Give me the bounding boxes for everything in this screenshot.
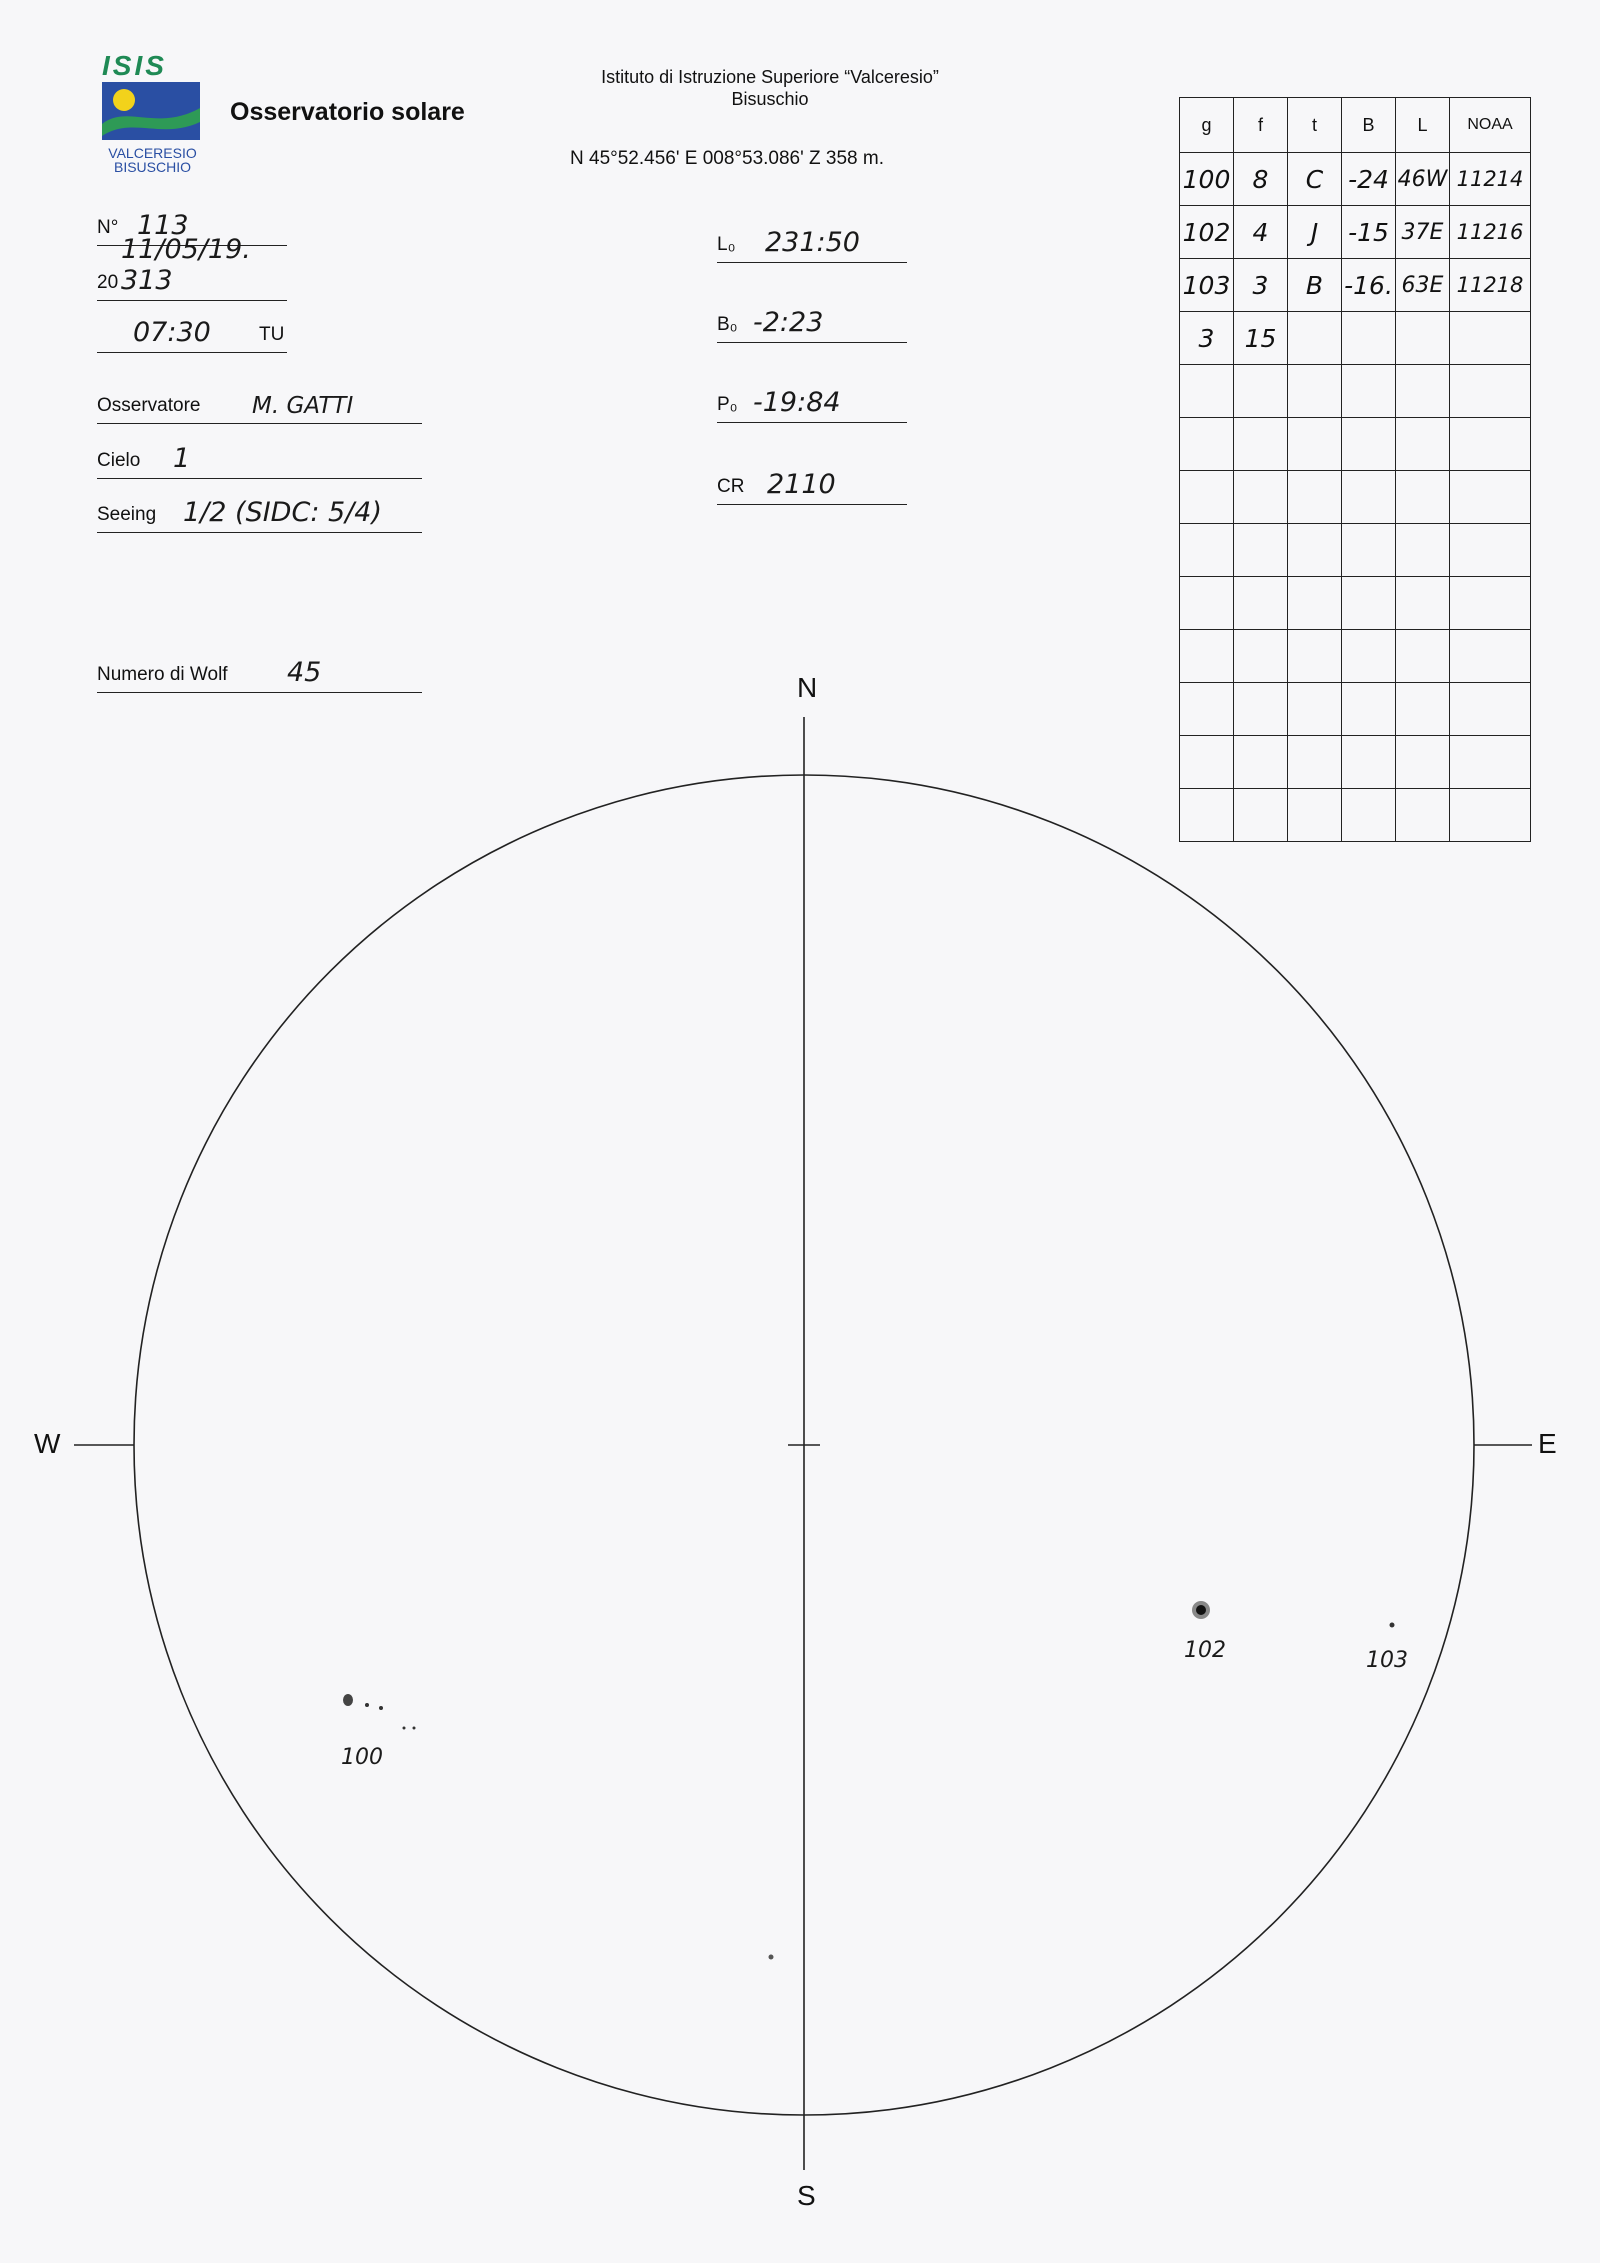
sunspot-dot — [379, 1706, 383, 1710]
l0-value: 231:50 — [765, 227, 860, 258]
table-cell: C — [1288, 153, 1342, 206]
b0-value: -2:23 — [753, 307, 824, 338]
institute-line-2: Bisuschio — [731, 89, 809, 109]
logo-mark: ISIS — [102, 50, 167, 81]
table-cell: 11216 — [1450, 206, 1531, 259]
cr-label: CR — [717, 476, 745, 497]
sky-value: 1 — [173, 443, 191, 474]
table-cell: 15 — [1234, 312, 1288, 365]
table-cell: 3 — [1234, 259, 1288, 312]
logo-caption-line-2: BISUSCHIO — [113, 159, 191, 175]
observatory-title: Osservatorio solare — [230, 98, 465, 126]
p0-value: -19:84 — [753, 387, 841, 418]
record-number-value: 113 — [137, 210, 189, 241]
group-label-102: 102 — [1184, 1638, 1226, 1663]
table-cell: -16. — [1342, 259, 1396, 312]
logo-caption-line-1: VALCERESIO — [108, 145, 197, 161]
column-header: NOAA — [1450, 98, 1531, 153]
sunspot-group-102-umbra — [1196, 1605, 1206, 1615]
sunspot-dot — [413, 1727, 416, 1730]
l0-label: L₀ — [717, 234, 736, 255]
cr-value: 2110 — [767, 469, 836, 500]
table-cell: B — [1288, 259, 1342, 312]
table-cell: 102 — [1180, 206, 1234, 259]
p0-label: P₀ — [717, 394, 738, 415]
column-header: g — [1180, 98, 1234, 153]
institute-line-1: Istituto di Istruzione Superiore “Valceresio” — [601, 67, 939, 87]
west-label: W — [34, 1428, 61, 1459]
stray-mark — [769, 1955, 774, 1960]
table-cell: 37E — [1396, 206, 1450, 259]
group-label-100: 100 — [341, 1745, 383, 1770]
seeing-value: 1/2 (SIDC: 5/4) — [183, 497, 382, 528]
sunspot-group-100-umbra — [343, 1694, 353, 1706]
table-cell: 63E — [1396, 259, 1450, 312]
column-header: t — [1288, 98, 1342, 153]
south-label: S — [797, 2180, 816, 2211]
sunspot-dot — [403, 1727, 406, 1730]
table-cell: 100 — [1180, 153, 1234, 206]
group-label-103: 103 — [1366, 1648, 1408, 1673]
sky-label: Cielo — [97, 450, 141, 471]
column-header: L — [1396, 98, 1450, 153]
table-cell: 11218 — [1450, 259, 1531, 312]
column-header: f — [1234, 98, 1288, 153]
seeing-label: Seeing — [97, 504, 157, 525]
date-value: 11/05/19. 313 — [121, 234, 251, 296]
table-cell: 11214 — [1450, 153, 1531, 206]
table-cell: -15 — [1342, 206, 1396, 259]
wolf-number-value: 45 — [287, 657, 322, 688]
table-cell: 3 — [1180, 312, 1234, 365]
b0-label: B₀ — [717, 314, 738, 335]
sunspot-group-103-spot — [1390, 1623, 1395, 1628]
table-cell: 46W — [1396, 153, 1450, 206]
east-label: E — [1538, 1428, 1557, 1459]
table-cell: 4 — [1234, 206, 1288, 259]
observatory-coordinates: N 45°52.456' E 008°53.086' Z 358 m. — [570, 148, 884, 169]
table-cell: 103 — [1180, 259, 1234, 312]
table-cell: 8 — [1234, 153, 1288, 206]
table-cell: -24 — [1342, 153, 1396, 206]
record-number-label: N° — [97, 217, 119, 238]
time-suffix: TU — [259, 324, 285, 345]
sunspot-dot — [365, 1703, 369, 1707]
date-prefix: 20 — [97, 272, 119, 293]
column-header: B — [1342, 98, 1396, 153]
north-label: N — [797, 672, 818, 703]
time-value: 07:30 — [133, 317, 211, 348]
wolf-number-label: Numero di Wolf — [97, 664, 228, 685]
observer-label: Osservatore — [97, 395, 201, 416]
observer-value: M. GATTI — [252, 393, 354, 419]
table-cell: J — [1288, 206, 1342, 259]
